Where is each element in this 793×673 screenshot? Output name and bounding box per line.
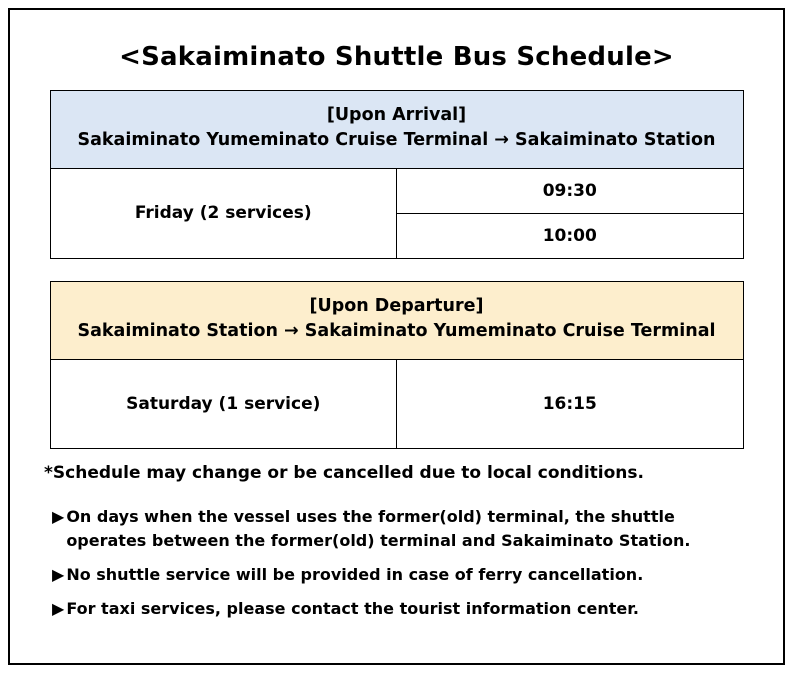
note-text-2: No shuttle service will be provided in case of ferry cancellation.	[66, 565, 644, 585]
table-spacer	[38, 259, 755, 281]
departure-schedule-table	[50, 281, 744, 449]
departure-header-cell	[50, 281, 743, 359]
arrival-day-label: Friday (2 services)	[50, 168, 397, 258]
departure-day-label: Saturday (1 service)	[50, 359, 397, 448]
arrival-header-line1: [Upon Arrival]	[326, 105, 467, 125]
page-title: <Sakaiminato Shuttle Bus Schedule>	[119, 42, 674, 72]
arrival-header-line2: Sakaiminato Yumeminato Cruise Terminal → Sakaiminato Station	[77, 130, 716, 151]
arrival-schedule-table	[50, 90, 744, 259]
schedule-change-note: *Schedule may change or be cancelled due to local conditions.	[44, 462, 644, 483]
notes-list	[52, 505, 755, 622]
list-item	[52, 563, 755, 588]
departure-time-1: 16:15	[397, 359, 744, 448]
table-row	[50, 168, 743, 213]
table-row	[50, 359, 743, 448]
triangle-bullet-icon: ▶	[52, 598, 65, 618]
arrival-header-row	[50, 91, 743, 169]
triangle-bullet-icon: ▶	[52, 565, 65, 585]
arrival-time-1: 09:30	[397, 168, 744, 213]
document-frame	[8, 8, 785, 665]
list-item	[52, 505, 755, 555]
note-text-3: For taxi services, please contact the tourist information center.	[66, 598, 639, 618]
note-text-1: On days when the vessel uses the former(old) terminal, the shuttle operates between the former(old) terminal and Sakaiminato Station.	[66, 506, 691, 551]
list-item	[52, 597, 755, 622]
arrival-header-cell	[50, 91, 743, 169]
arrival-time-2: 10:00	[397, 213, 744, 258]
departure-header-row	[50, 281, 743, 359]
departure-header-line2: Sakaiminato Station → Sakaiminato Yumeminato Cruise Terminal	[77, 321, 716, 342]
departure-header-line1: [Upon Departure]	[309, 295, 484, 316]
triangle-bullet-icon: ▶	[52, 506, 65, 526]
